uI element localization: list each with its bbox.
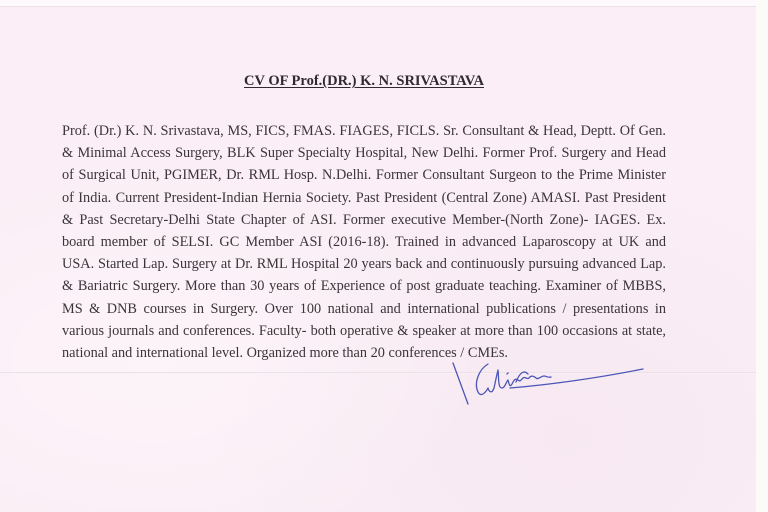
- signature-icon: [448, 358, 648, 408]
- document-title: CV OF Prof.(DR.) K. N. SRIVASTAVA: [244, 73, 484, 89]
- scan-margin: [756, 0, 768, 511]
- cv-paragraph: Prof. (Dr.) K. N. Srivastava, MS, FICS, FMAS. FIAGES, FICLS. Sr. Consultant & Head, Deptt. Of Gen. & Minimal Access Surgery, BLK Super Specialty Hospital, New Delhi. Former Prof. Surgery and Head of Surgical Unit, PGIMER, Dr. RML Hosp. N.Delhi. Former Consultant Surgeon to the Prime Minister of India. Current President-Indian Hernia Society. Past President (Central Zone) AMASI. Past President & Past Secretary-Delhi State Chapter of ASI. Former executive Member-(North Zone)- IAGES. Ex. board member of SELSI. GC Member ASI (2016-18). Trained in advanced Laparoscopy at UK and USA. Started Lap. Surgery at Dr. RML Hospital 20 years back and continuously pursuing advanced Lap. & Bariatric Surgery. More than 30 years of Experience of post graduate teaching. Examiner of MBBS, MS & DNB courses in Surgery. Over 100 national and international publications / presentations in various journals and conferences. Faculty- both operative & speaker at more than 100 occasions at state, national and international level. Organized more than 20 conferences / CMEs.: [62, 123, 666, 362]
